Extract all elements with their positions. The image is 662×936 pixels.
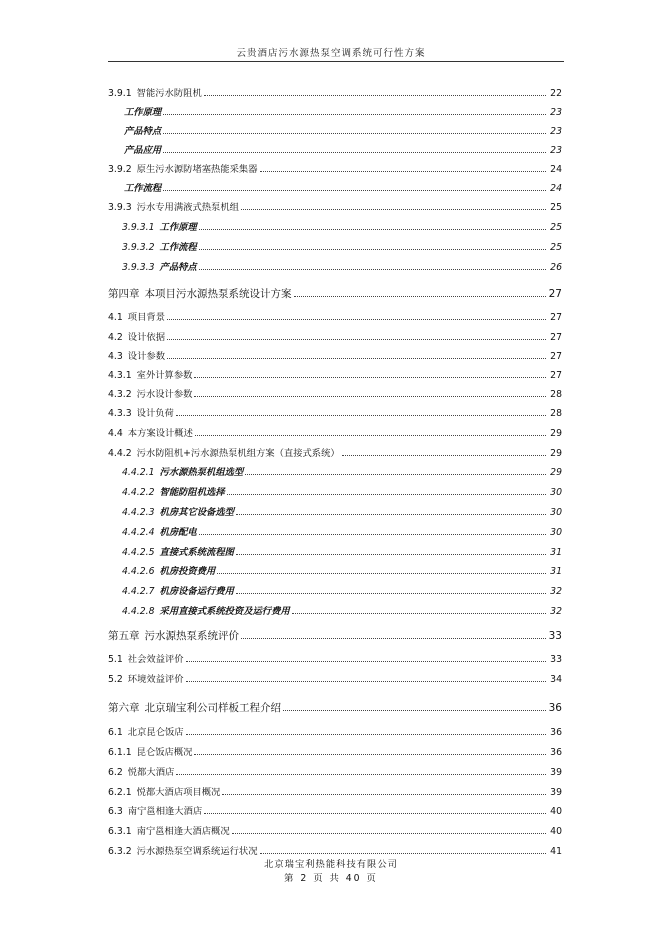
header-rule xyxy=(108,61,564,62)
toc-entry-title: 设计参数 xyxy=(127,350,165,362)
toc-entry-title: 北京昆仑饭店 xyxy=(127,726,184,738)
toc-entry-page-number: 27 xyxy=(548,287,562,300)
toc-entry[interactable] xyxy=(122,521,562,537)
toc-entry[interactable] xyxy=(124,177,562,193)
toc-dot-leader xyxy=(163,133,546,134)
toc-entry-number: 4.3.2 xyxy=(108,388,132,400)
toc-entry-number: 4.4.2.5 xyxy=(122,546,155,558)
toc-entry[interactable] xyxy=(122,216,562,232)
toc-dot-leader xyxy=(217,573,546,574)
toc-dot-leader xyxy=(236,593,546,594)
toc-entry-number: 6.2.1 xyxy=(108,786,132,798)
toc-dot-leader xyxy=(176,774,546,775)
toc-entry-page-number: 29 xyxy=(550,427,562,439)
toc-entry-number: 4.4.2.7 xyxy=(122,585,155,597)
toc-entry[interactable] xyxy=(122,256,562,272)
toc-dot-leader xyxy=(176,415,546,416)
toc-dot-leader xyxy=(194,396,546,397)
toc-entry[interactable] xyxy=(124,139,562,155)
toc-entry-title: 产品特点 xyxy=(124,125,162,137)
toc-entry[interactable] xyxy=(108,625,562,641)
toc-entry-number: 第五章 xyxy=(108,629,140,642)
toc-dot-leader xyxy=(294,296,547,297)
toc-entry-title: 悦都大酒店项目概况 xyxy=(136,786,221,798)
toc-entry[interactable] xyxy=(108,697,562,713)
toc-entry-page-number: 39 xyxy=(550,786,562,798)
toc-entry-number: 4.4.2.1 xyxy=(122,466,155,478)
toc-entry-title: 机房投资费用 xyxy=(159,565,216,577)
toc-dot-leader xyxy=(163,114,546,115)
toc-entry-title: 污水源热泵空调系统运行状况 xyxy=(136,845,258,857)
toc-entry[interactable] xyxy=(108,721,562,737)
toc-entry-number: 3.9.3.2 xyxy=(122,241,155,253)
toc-entry-number: 6.1 xyxy=(108,726,123,738)
toc-entry-title: 悦都大酒店 xyxy=(127,766,175,778)
toc-entry-page-number: 30 xyxy=(550,486,562,498)
toc-entry-page-number: 25 xyxy=(550,201,562,213)
toc-entry-page-number: 30 xyxy=(550,526,562,538)
toc-entry-page-number: 36 xyxy=(550,726,562,738)
toc-entry[interactable] xyxy=(108,741,562,757)
toc-entry-page-number: 33 xyxy=(548,629,562,642)
toc-entry[interactable] xyxy=(108,158,562,174)
toc-entry[interactable] xyxy=(108,283,562,299)
toc-entry[interactable] xyxy=(122,481,562,497)
toc-dot-leader xyxy=(204,95,546,96)
footer-company: 北京瑞宝利热能科技有限公司 xyxy=(264,859,398,870)
toc-entry[interactable] xyxy=(108,326,562,342)
toc-entry[interactable] xyxy=(108,82,562,98)
toc-entry-title: 工作原理 xyxy=(124,106,162,118)
toc-entry-page-number: 23 xyxy=(550,106,562,118)
toc-entry-page-number: 27 xyxy=(550,350,562,362)
toc-entry-title: 机房其它设备选型 xyxy=(159,506,234,518)
toc-entry-title: 工作流程 xyxy=(124,182,162,194)
toc-entry-number: 4.3.1 xyxy=(108,369,132,381)
toc-dot-leader xyxy=(222,794,546,795)
toc-entry-title: 工作流程 xyxy=(159,241,197,253)
toc-dot-leader xyxy=(283,710,546,711)
toc-entry[interactable] xyxy=(122,600,562,616)
toc-entry-page-number: 25 xyxy=(550,221,562,233)
toc-entry-page-number: 36 xyxy=(550,746,562,758)
toc-entry-page-number: 27 xyxy=(550,369,562,381)
toc-entry-page-number: 36 xyxy=(548,701,562,714)
toc-entry-number: 4.4.2.3 xyxy=(122,506,155,518)
toc-dot-leader xyxy=(260,171,546,172)
toc-dot-leader xyxy=(342,455,546,456)
toc-entry[interactable] xyxy=(108,800,562,816)
toc-entry-page-number: 30 xyxy=(550,506,562,518)
toc-entry-page-number: 28 xyxy=(550,388,562,400)
toc-entry-title: 产品特点 xyxy=(159,261,197,273)
toc-entry-page-number: 24 xyxy=(550,182,562,194)
toc-dot-leader xyxy=(194,754,546,755)
toc-entry-number: 4.4.2.8 xyxy=(122,605,155,617)
toc-dot-leader xyxy=(195,435,546,436)
toc-entry-number: 6.3.1 xyxy=(108,825,132,837)
toc-dot-leader xyxy=(167,339,546,340)
toc-entry[interactable] xyxy=(122,236,562,252)
toc-entry-title: 原生污水源防堵塞热能采集器 xyxy=(136,163,258,175)
toc-entry-number: 4.3 xyxy=(108,350,123,362)
toc-entry[interactable] xyxy=(108,761,562,777)
toc-entry-number: 4.2 xyxy=(108,331,123,343)
toc-entry-number: 3.9.3.3 xyxy=(122,261,155,273)
toc-entry[interactable] xyxy=(108,306,562,322)
toc-entry-page-number: 23 xyxy=(550,125,562,137)
toc-entry-number: 4.1 xyxy=(108,311,123,323)
toc-entry[interactable] xyxy=(124,101,562,117)
toc-entry-page-number: 33 xyxy=(550,653,562,665)
toc-entry[interactable] xyxy=(122,580,562,596)
toc-dot-leader xyxy=(194,377,546,378)
toc-entry[interactable] xyxy=(124,120,562,136)
toc-entry-page-number: 40 xyxy=(550,825,562,837)
toc-entry-title: 本方案设计概述 xyxy=(127,427,193,439)
toc-entry-title: 机房设备运行费用 xyxy=(159,585,234,597)
toc-entry-title: 环境效益评价 xyxy=(127,673,184,685)
toc-entry-title: 机房配电 xyxy=(159,526,197,538)
toc-dot-leader xyxy=(199,269,546,270)
toc-entry[interactable] xyxy=(122,541,562,557)
toc-entry-number: 第四章 xyxy=(108,287,140,300)
toc-entry-page-number: 31 xyxy=(550,565,562,577)
toc-entry-number: 6.3.2 xyxy=(108,845,132,857)
toc-entry-page-number: 32 xyxy=(550,605,562,617)
toc-entry-title: 产品应用 xyxy=(124,144,162,156)
toc-entry[interactable] xyxy=(108,781,562,797)
toc-dot-leader xyxy=(163,190,546,191)
toc-entry-title: 污水专用满液式热泵机组 xyxy=(136,201,239,213)
toc-entry-page-number: 41 xyxy=(550,845,562,857)
toc-entry[interactable] xyxy=(108,196,562,212)
toc-entry-page-number: 32 xyxy=(550,585,562,597)
toc-entry[interactable] xyxy=(108,648,562,664)
toc-entry-page-number: 26 xyxy=(550,261,562,273)
toc-entry-page-number: 28 xyxy=(550,407,562,419)
toc-entry-title: 项目背景 xyxy=(127,311,165,323)
toc-dot-leader xyxy=(227,494,546,495)
toc-entry-number: 4.4.2.4 xyxy=(122,526,155,538)
toc-entry-number: 3.9.3.1 xyxy=(122,221,155,233)
toc-entry-number: 6.2 xyxy=(108,766,123,778)
toc-dot-leader xyxy=(167,319,546,320)
toc-entry-page-number: 29 xyxy=(550,447,562,459)
toc-entry-page-number: 31 xyxy=(550,546,562,558)
toc-entry-title: 本项目污水源热泵系统设计方案 xyxy=(144,287,292,300)
footer-page-info: 第 2 页 共 40 页 xyxy=(284,873,378,884)
toc-dot-leader xyxy=(245,474,546,475)
toc-entry-title: 采用直接式系统投资及运行费用 xyxy=(159,605,290,617)
toc-entry-title: 昆仑饭店概况 xyxy=(136,746,193,758)
toc-entry-number: 第六章 xyxy=(108,701,140,714)
toc-entry-number: 4.4.2 xyxy=(108,447,132,459)
toc-dot-leader xyxy=(186,661,546,662)
toc-entry-title: 工作原理 xyxy=(159,221,197,233)
toc-entry-page-number: 23 xyxy=(550,144,562,156)
toc-entry[interactable] xyxy=(122,501,562,517)
toc-entry[interactable] xyxy=(108,422,562,438)
toc-dot-leader xyxy=(167,358,546,359)
toc-dot-leader xyxy=(204,813,546,814)
toc-entry-page-number: 39 xyxy=(550,766,562,778)
toc-entry-number: 3.9.1 xyxy=(108,87,132,99)
toc-entry-page-number: 40 xyxy=(550,805,562,817)
toc-entry-title: 北京瑞宝利公司样板工程介绍 xyxy=(144,701,281,714)
toc-dot-leader xyxy=(241,209,546,210)
toc-dot-leader xyxy=(186,734,546,735)
toc-entry-number: 4.4 xyxy=(108,427,123,439)
toc-entry[interactable] xyxy=(108,402,562,418)
toc-dot-leader xyxy=(236,514,546,515)
toc-entry[interactable] xyxy=(108,383,562,399)
toc-entry-title: 社会效益评价 xyxy=(127,653,184,665)
toc-entry[interactable] xyxy=(108,442,562,458)
toc-entry-page-number: 27 xyxy=(550,331,562,343)
toc-entry-title: 污水设计参数 xyxy=(136,388,193,400)
toc-entry[interactable] xyxy=(122,461,562,477)
toc-dot-leader xyxy=(186,681,546,682)
toc-entry-number: 5.1 xyxy=(108,653,123,665)
toc-dot-leader xyxy=(260,853,546,854)
toc-entry-page-number: 22 xyxy=(550,87,562,99)
toc-entry-number: 5.2 xyxy=(108,673,123,685)
toc-dot-leader xyxy=(199,249,546,250)
toc-entry-page-number: 27 xyxy=(550,311,562,323)
toc-entry[interactable] xyxy=(108,840,562,856)
toc-entry-title: 直接式系统流程图 xyxy=(159,546,234,558)
toc-dot-leader xyxy=(292,613,546,614)
toc-entry-number: 6.1.1 xyxy=(108,746,132,758)
page-header: 云贵酒店污水源热泵空调系统可行性方案 xyxy=(236,48,426,59)
toc-entry-title: 室外计算参数 xyxy=(136,369,193,381)
toc-dot-leader xyxy=(163,152,546,153)
toc-entry-page-number: 25 xyxy=(550,241,562,253)
toc-entry-number: 4.4.2.2 xyxy=(122,486,155,498)
toc-dot-leader xyxy=(199,534,546,535)
toc-entry-title: 设计负荷 xyxy=(136,407,174,419)
toc-entry[interactable] xyxy=(108,345,562,361)
toc-entry-number: 6.3 xyxy=(108,805,123,817)
toc-entry-title: 南宁邕相逢大酒店 xyxy=(127,805,203,817)
toc-entry-page-number: 24 xyxy=(550,163,562,175)
toc-entry-title: 设计依据 xyxy=(127,331,165,343)
toc-dot-leader xyxy=(199,229,546,230)
toc-entry-page-number: 29 xyxy=(550,466,562,478)
toc-entry[interactable] xyxy=(108,364,562,380)
toc-dot-leader xyxy=(232,833,546,834)
toc-dot-leader xyxy=(241,638,546,639)
toc-entry-title: 污水源热泵系统评价 xyxy=(144,629,239,642)
toc-entry-number: 4.3.3 xyxy=(108,407,132,419)
toc-entry-number: 3.9.2 xyxy=(108,163,132,175)
toc-entry-title: 污水防阻机+污水源热泵机组方案（直接式系统） xyxy=(136,447,340,459)
toc-entry-number: 3.9.3 xyxy=(108,201,132,213)
toc-entry[interactable] xyxy=(108,820,562,836)
toc-entry-title: 污水源热泵机组选型 xyxy=(159,466,244,478)
toc-entry-title: 智能污水防阻机 xyxy=(136,87,202,99)
toc-dot-leader xyxy=(236,554,546,555)
toc-entry-title: 智能防阻机选择 xyxy=(159,486,225,498)
toc-entry-page-number: 34 xyxy=(550,673,562,685)
toc-entry[interactable] xyxy=(108,668,562,684)
toc-entry-number: 4.4.2.6 xyxy=(122,565,155,577)
toc-entry[interactable] xyxy=(122,560,562,576)
toc-entry-title: 南宁邕相逢大酒店概况 xyxy=(136,825,230,837)
